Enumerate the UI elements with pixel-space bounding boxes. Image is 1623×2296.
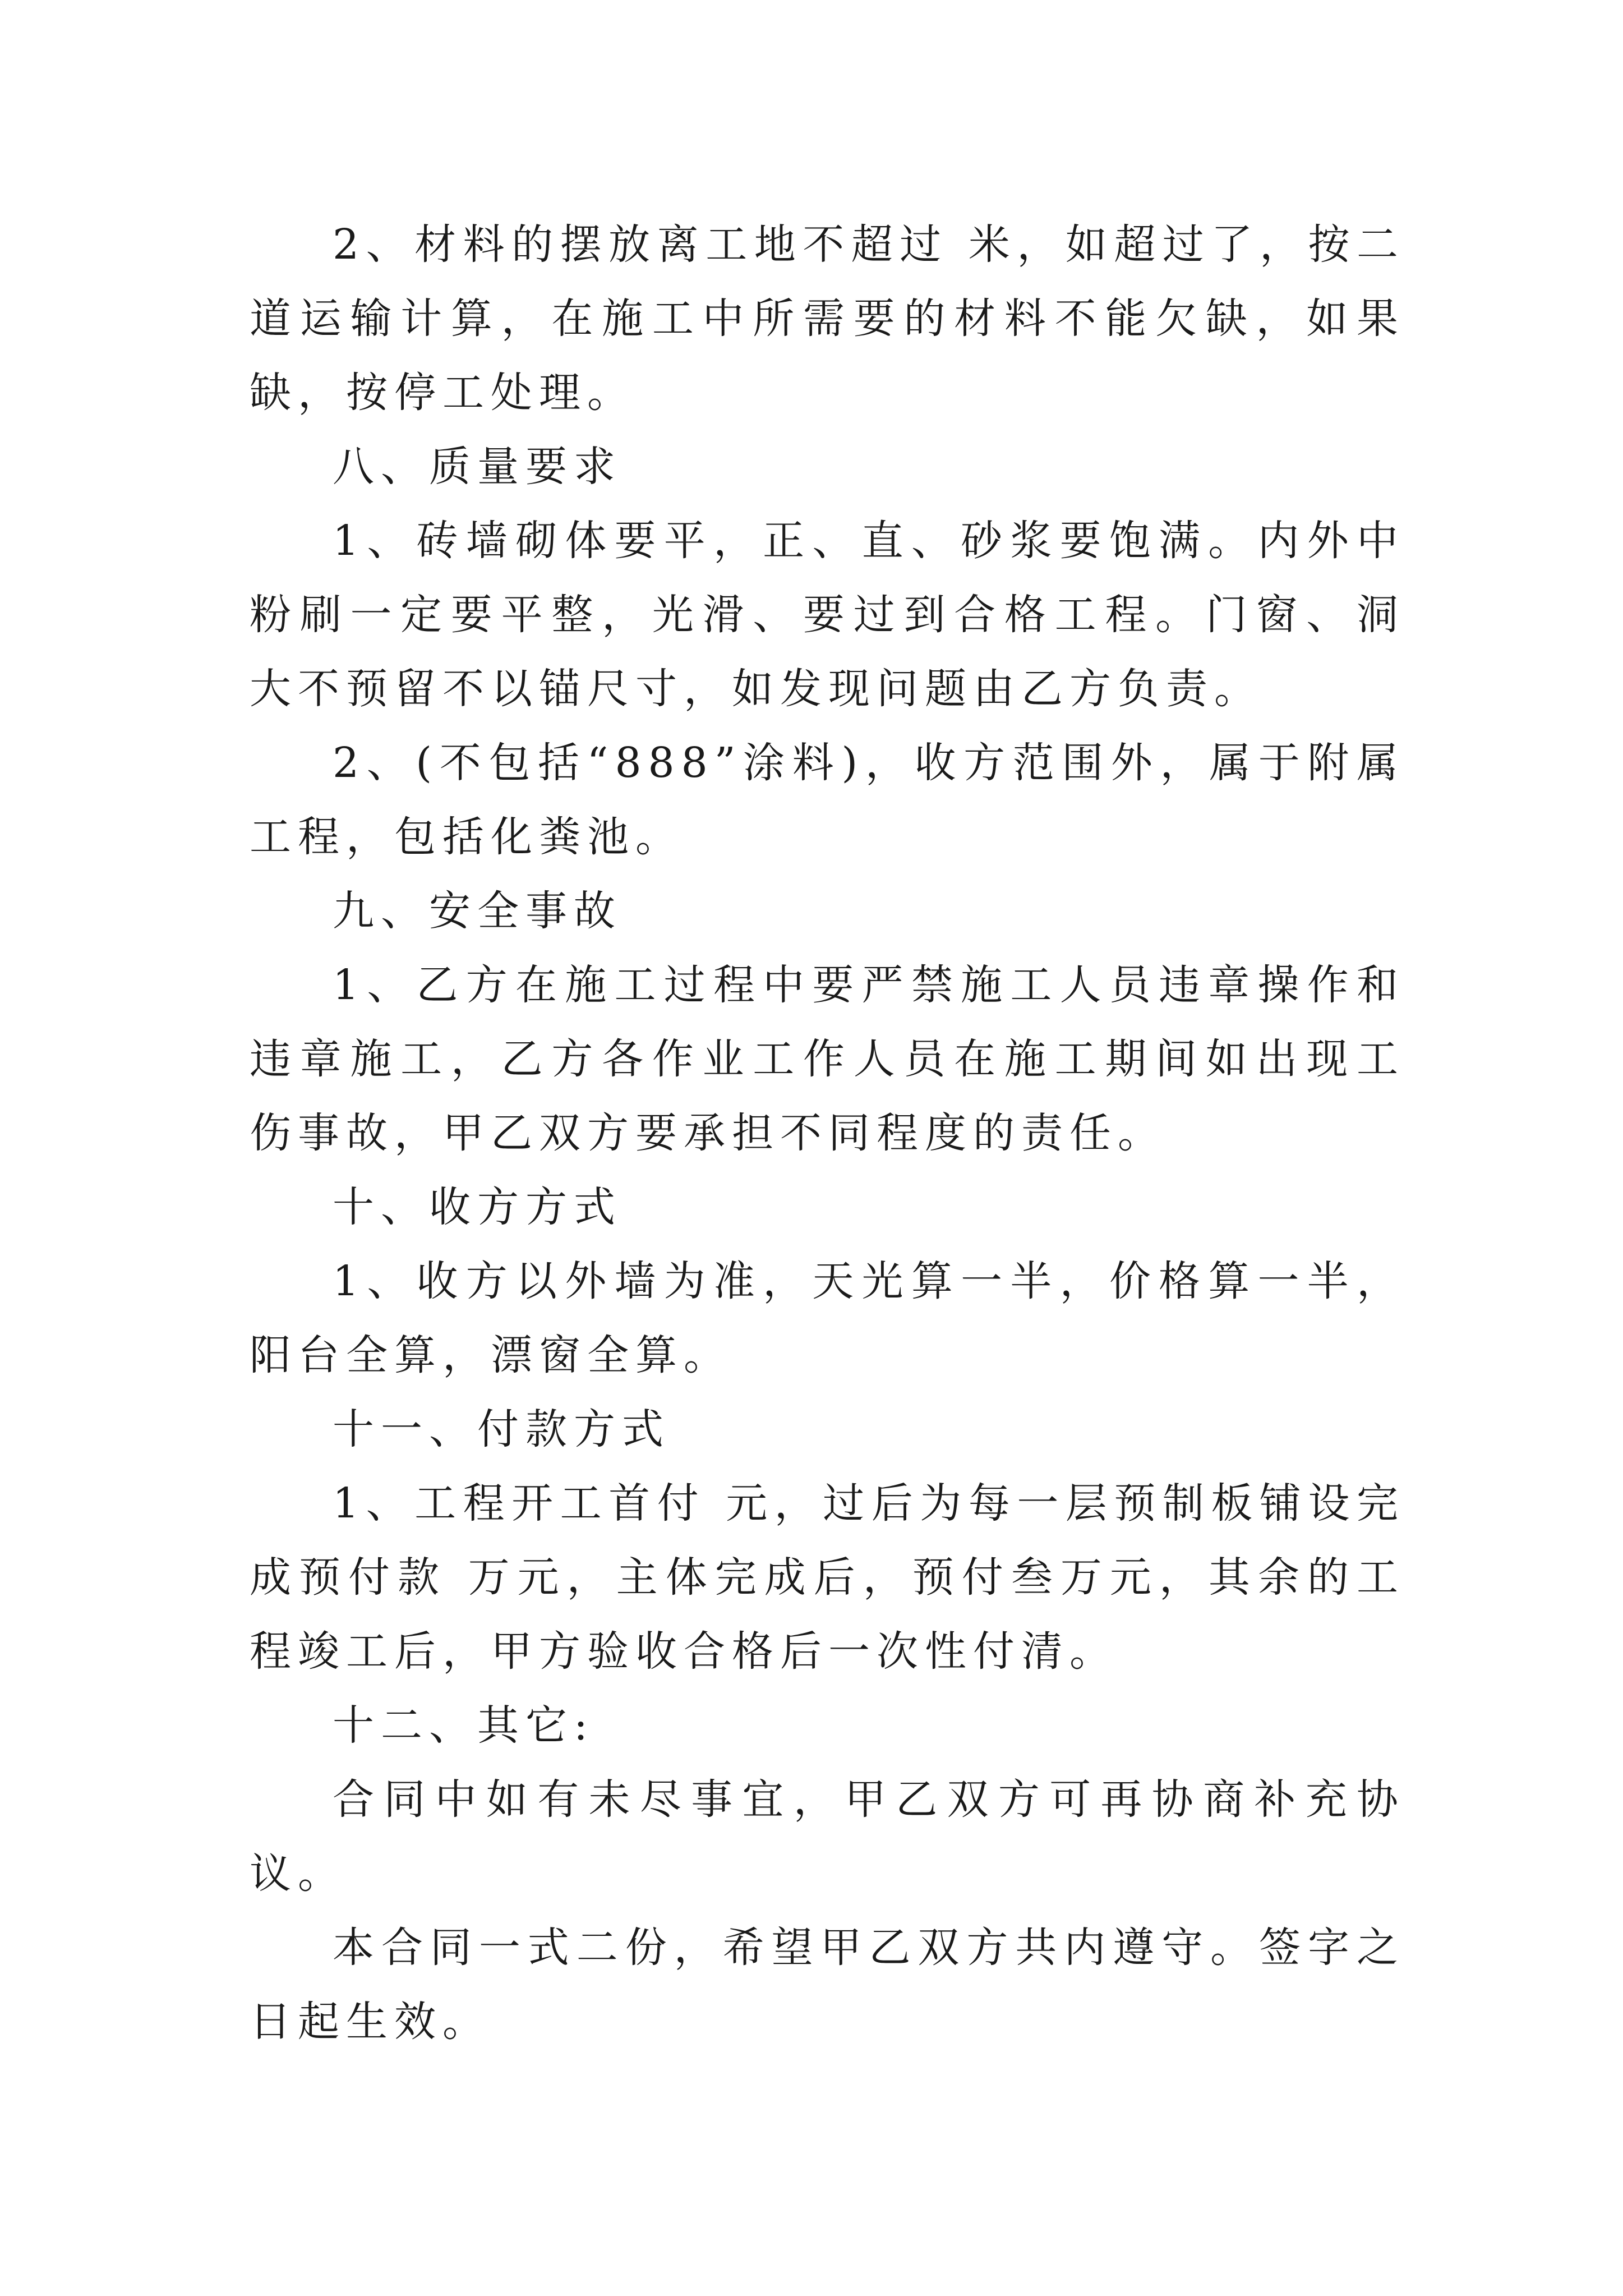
section-heading-payment: 十一、付款方式 <box>333 1405 670 1453</box>
paragraph-safety-1: 1、乙方在施工过程中要严禁施工人员违章操作和违章施工，乙方各作业工作人员在施工期间如出现工伤事故，甲乙双方要承担不同程度的责任。 <box>250 961 1405 1157</box>
section-heading-quality: 八、质量要求 <box>333 443 622 491</box>
paragraph-other-2: 本合同一式二份，希望甲乙双方共内遵守。签字之日起生效。 <box>250 1924 1405 2046</box>
section-heading-safety: 九、安全事故 <box>333 887 622 935</box>
section-heading-other: 十二、其它: <box>333 1701 594 1750</box>
paragraph-payment-1: 1、工程开工首付 元，过后为每一层预制板铺设完成预付款 万元，主体完成后，预付叁万元，其余的工程竣工后，甲方验收合格后一次性付清。 <box>250 1479 1405 1676</box>
paragraph-other-1: 合同中如有未尽事宜，甲乙双方可再协商补充协议。 <box>250 1775 1405 1898</box>
paragraph-quality-2: 2、(不包括“888”涂料)，收方范围外，属于附属工程，包括化粪池。 <box>250 739 1405 861</box>
paragraph-measurement-1: 1、收方以外墙为准，天光算一半，价格算一半，阳台全算，漂窗全算。 <box>250 1257 1405 1379</box>
document-body <box>250 208 1405 2059</box>
paragraph-quality-1: 1、砖墙砌体要平，正、直、砂浆要饱满。内外中粉刷一定要平整，光滑、要过到合格工程。门窗、洞大不预留不以锚尺寸，如发现问题由乙方负责。 <box>250 517 1405 713</box>
paragraph-material-placement: 2、材料的摆放离工地不超过 米，如超过了，按二道运输计算，在施工中所需要的材料不能欠缺，如果缺，按停工处理。 <box>250 220 1405 417</box>
section-heading-measurement: 十、收方方式 <box>333 1183 622 1231</box>
